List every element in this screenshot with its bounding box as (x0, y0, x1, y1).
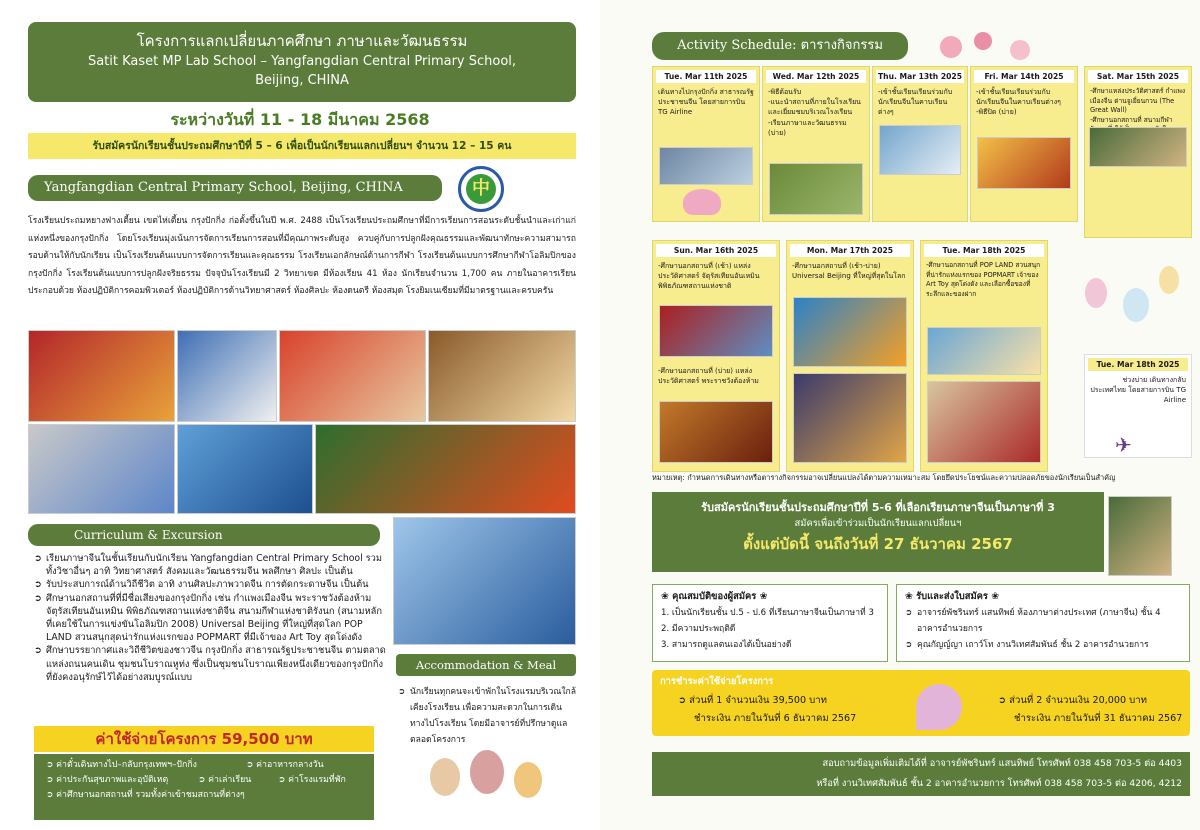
arrow-bullet-icon: ➲ (198, 775, 209, 785)
arrow-bullet-icon: ➲ (278, 775, 289, 785)
qualification-item: 1. เป็นนักเรียนชั้น ป.5 - ป.6 ที่เรียนภาษาจีนเป็นภาษาที่ 3 (661, 608, 874, 618)
recruit-banner: รับสมัครนักเรียนชั้นประถมศึกษาปีที่ 5 – 6 เพื่อเป็นนักเรียนแลกเปลี่ยนฯ จำนวน 12 – 15 คน (28, 133, 576, 159)
cost-item: ➲ ค่าโรงแรมที่พัก (278, 775, 346, 785)
schedule-day-date: Tue. Mar 18th 2025 (1088, 358, 1188, 371)
schedule-day-text: -เข้าชั้นเรียนเรียนร่วมกับนักเรียนจีนในคาบเรียนต่างๆ (878, 88, 953, 117)
schedule-day-card (872, 66, 968, 222)
cost-banner (34, 726, 374, 752)
school-photo-7 (315, 424, 576, 514)
universal-photo-2 (793, 373, 907, 463)
arrow-bullet-icon: ➲ (34, 553, 42, 564)
school-photo-4 (428, 330, 576, 422)
school-photo-1 (28, 330, 175, 422)
blossom-decoration (930, 30, 1070, 64)
schedule-day-text: เดินทางไปกรุงปักกิ่ง สาธารณรัฐประชาชนจีน โดยสายการบิน TG Airline (658, 88, 754, 117)
schedule-day-date: Wed. Mar 12th 2025 (766, 70, 866, 83)
schedule-day-date: Fri. Mar 14th 2025 (974, 70, 1074, 83)
schedule-day-card (786, 240, 914, 472)
classroom-photo (879, 125, 961, 175)
submission-heading: ❀ รับและส่งใบสมัคร ❀ (905, 591, 1000, 602)
schedule-day-date: Sat. Mar 15th 2025 (1088, 70, 1188, 83)
lantern-decoration (1055, 248, 1195, 348)
schedule-day-card (652, 240, 780, 472)
lantern-icon (1159, 266, 1179, 294)
curriculum-item: ➲ ศึกษาบรรยากาศและวิถีชีวิตของชาวจีน กรุงปักกิ่ง สาธารณรัฐประชาชนจีน ตามตลาดแหล่งถนนคนเดิน ชุมชนโบราณหูท่ง ซึ่งเป็นชุมชนโบราณเพียงหนึ่งเดียวของกรุงปักกิ่งที่ยังคงอนุรักษ์ไว้ได้อย่างสมบูรณ์แบบ (34, 645, 386, 683)
header-title-en: Satit Kaset MP Lab School – Yangfangdian Central Primary School, (87, 54, 517, 69)
cost-row (46, 758, 362, 773)
curriculum-item: ➲ ศึกษานอกสถานที่ที่มีชื่อเสียงของกรุงปักกิ่ง เช่น กำแพงเมืองจีน พระราชวังต้องห้าม จัตุรัสเทียนอันเหมิน พิพิธภัณฑสถานแห่งชาติจีน สนามกีฬาแห่งชาติรังนก (สนามหลักที่เคยใช้ในการแข่งขันโอลิมปิก 2008) Universal Beijing ที่ใหญ่ที่สุดโลก POP LAND สวนสนุกสุดน่ารักแห่งแรกของ POPMART ที่มีเจ้าของ Art Toy สุดโด่งดัง (34, 592, 382, 644)
submission-item: ➲ คุณกัญญ์ญา เถาว์โท งานวิเทศสัมพันธ์ ชั้น 2 อาคารอำนวยการ (905, 637, 1181, 653)
arrow-bullet-icon: ➲ (905, 640, 913, 650)
school-photo-5 (28, 424, 175, 514)
magnolia-icon (916, 684, 962, 730)
schedule-day-date: Sun. Mar 16th 2025 (656, 244, 776, 257)
submission-item: ➲ อาจารย์พัชรินทร์ แสนทิพย์ ห้องภาษาต่างประเทศ (ภาษาจีน) ชั้น 4 อาคารอำนวยการ (905, 605, 1181, 637)
qualifications-box (652, 584, 888, 662)
schedule-day-card (652, 66, 760, 222)
schedule-heading: Activity Schedule: ตารางกิจกรรม (652, 32, 908, 60)
qualification-item: 2. มีความประพฤติดี (661, 624, 736, 634)
lantern-icon (430, 758, 460, 796)
popland-photo (927, 327, 1041, 375)
cost-item: ➲ ค่าประกันสุขภาพและอุบัติเหตุ (46, 775, 169, 785)
payment-part-1: ➲ ส่วนที่ 1 จำนวนเงิน 39,500 บาท ชำระเงิน ภายในวันที่ 6 ธันวาคม 2567 (678, 695, 857, 724)
welcome-photo (769, 163, 863, 215)
lantern-decoration (410, 750, 570, 830)
schedule-day-text: -พิธีต้อนรับ -แนะนำสถานที่ภายในโรงเรียน และเยี่ยมชมบริเวณโรงเรียน -เรียนภาษาและวัฒนธรรม (บ่าย) (768, 88, 861, 137)
schedule-day-text: ช่วงบ่าย เดินทางกลับประเทศไทย โดยสายการบิน TG Airline (1090, 376, 1186, 405)
payment-part-2: ➲ ส่วนที่ 2 จำนวนเงิน 20,000 บาท ชำระเงิน ภายในวันที่ 31 ธันวาคม 2567 (998, 695, 1183, 724)
logo-mark-icon: 中 (466, 174, 496, 204)
date-title: ระหว่างวันที่ 11 - 18 มีนาคม 2568 (170, 110, 430, 129)
apply-banner (652, 492, 1104, 572)
cost-item: ➲ ค่าอาหารกลางวัน (246, 760, 324, 770)
cost-row (46, 773, 362, 788)
arrow-bullet-icon: ➲ (34, 645, 42, 657)
right-page (600, 0, 1200, 830)
flower-icon (974, 32, 992, 50)
cost-title: ค่าใช้จ่ายโครงการ 59,500 บาท (95, 730, 313, 748)
forbidden-city-photo (659, 401, 773, 463)
school-heading: Yangfangdian Central Primary School, Beijing, CHINA (28, 175, 442, 201)
schedule-day-card (1084, 66, 1192, 238)
school-photo-6 (177, 424, 313, 514)
schedule-day-text-2: -ศึกษานอกสถานที่ (บ่าย) แหล่งประวัติศาสตร์ พระราชวังต้องห้าม (658, 367, 759, 386)
arrow-bullet-icon: ➲ (46, 775, 57, 785)
sports-photo (393, 517, 576, 645)
arrow-bullet-icon: ➲ (46, 760, 57, 770)
accommodation-text: ➲ นักเรียนทุกคนจะเข้าพักในโรงแรมบริเวณใกล้เคียงโรงเรียน เพื่อความสะดวกในการเดินทางไปโรงเรียน โดยมีอาจารย์ที่ปรึกษาดูแลตลอดโครงการ (398, 684, 576, 748)
curriculum-item: ➲ เรียนภาษาจีนในชั้นเรียนกับนักเรียน Yangfangdian Central Primary School รวมทั้งวิชาอื่นๆ อาทิ วิทยาศาสตร์ สังคมและวัฒนธรรมจีน พลศึกษา ศิลปะ เป็นต้น (34, 553, 382, 578)
arrow-bullet-icon: ➲ (34, 592, 42, 604)
schedule-day-date: Tue. Mar 18th 2025 (924, 244, 1044, 257)
schedule-day-text: -ศึกษานอกสถานที่ (เช้า-บ่าย) Universal Beijing ที่ใหญ่ที่สุดในโลก (792, 262, 906, 281)
schedule-day-card (920, 240, 1048, 472)
lantern-icon (470, 750, 504, 794)
airplane-icon: ✈ (1115, 433, 1132, 457)
schedule-note: หมายเหตุ: กำหนดการเดินทางหรือตารางกิจกรรมอาจเปลี่ยนแปลงได้ตามความเหมาะสม โดยยึดประโยชน์และความปลอดภัยของนักเรียนเป็นสำคัญ (652, 473, 1116, 482)
schedule-day-card (762, 66, 870, 222)
airplane-photo (659, 147, 753, 185)
arrow-bullet-icon: ➲ (678, 695, 690, 706)
popland-photo-2 (927, 381, 1041, 463)
contact-line-1: สอบถามข้อมูลเพิ่มเติมได้ที่ อาจารย์พัชรินทร์ แสนทิพย์ โทรศัพท์ 038 458 703-5 ต่อ 4403 (822, 758, 1182, 769)
schedule-day-text: -ศึกษานอกสถานที่ POP LAND สวนสนุกที่น่ารักแห่งแรกของ POPMART เจ้าของ Art Toy สุดโด่งดัง และเลือกซื้อของที่ระลึกและของฝาก (926, 261, 1041, 298)
accommodation-heading: Accommodation & Meal (396, 654, 576, 676)
schedule-day-card (970, 66, 1078, 222)
lantern-icon (1123, 288, 1149, 322)
payment-heading: การชำระค่าใช้จ่ายโครงการ (660, 676, 774, 687)
arrow-bullet-icon: ➲ (46, 790, 57, 800)
cost-item: ➲ ค่าเล่าเรียน (198, 775, 252, 785)
lantern-icon (1085, 278, 1107, 308)
contact-line-2: หรือที่ งานวิเทศสัมพันธ์ ชั้น 2 อาคารอำนวยการ โทรศัพท์ 038 458 703-5 ต่อ 4206, 4212 (816, 778, 1182, 789)
great-wall-photo (1089, 127, 1187, 167)
arrow-bullet-icon: ➲ (998, 695, 1010, 706)
schedule-day-text: -ศึกษานอกสถานที่ (เช้า) แหล่งประวัติศาสตร์ จัตุรัสเทียนอันเหมิน พิพิธภัณฑสถานแห่งชาติ (658, 262, 760, 291)
school-logo (458, 166, 504, 212)
curriculum-item: ➲ รับประสบการณ์ด้านวิถีชีวิต อาทิ งานศิลปะภาพวาดจีน การตัดกระดาษจีน เป็นต้น (34, 579, 369, 591)
flower-icon (1010, 40, 1030, 60)
schedule-day-date: Mon. Mar 17th 2025 (790, 244, 910, 257)
school-description: โรงเรียนประถมหยางฟางเตี้ยน เขตไห่เตี้ยน กรุงปักกิ่ง ก่อตั้งขึ้นในปี พ.ศ. 2488 เป็นโรงเรียนประถมศึกษาที่มีการเรียนการสอนระดับชั้นนำและเก่าแก่แห่งหนึ่งของกรุงปักกิ่ง โดยโรงเรียนมุ่งเน้นการจัดการเรียนการสอนที่มีคุณภาพระดับสูง ควบคู่กับการปลูกฝังคุณธรรมและพัฒนาทักษะความสามารถรอบด้านให้กับนักเรียน เป็นโรงเรียนต้นแบบการจัดการเรียนและคุณธรรม โรงเรียนเอกลักษณ์ด้านการกีฬา โรงเรียนต้นแบบการศึกษากีฬาโอลิมปิกของกรุงปักกิ่ง โรงเรียนต้นแบบการปลูกฝังจริยธรรม ปัจจุบันโรงเรียนมี 2 วิทยาเขต มีห้องเรียน 41 ห้อง นักเรียนจำนวน 1,700 คน ภายในอาคารเรียนประกอบด้วย ห้องปฏิบัติการคอมพิวเตอร์ ห้องปฏิบัติการด้านวิทยาศาสตร์ ห้องศิลปะ ห้องดนตรี ห้องสมุด โรงยิมเนเซียมที่มีมาตรฐานและครบครัน (28, 216, 576, 296)
arrow-bullet-icon: ➲ (398, 687, 406, 697)
qualification-item: 3. สามารถดูแลตนเองได้เป็นอย่างดี (661, 640, 792, 650)
header-title-en-2: Beijing, CHINA (255, 73, 349, 88)
universal-photo (793, 297, 907, 367)
submission-box (896, 584, 1190, 662)
schedule-day-card (1084, 354, 1192, 458)
flower-icon (940, 36, 962, 58)
cost-item: ➲ ค่าตั๋วเดินทางไป–กลับกรุงเทพฯ–ปักกิ่ง (46, 760, 197, 770)
arrow-bullet-icon: ➲ (246, 760, 257, 770)
arrow-bullet-icon: ➲ (905, 608, 913, 618)
curriculum-list (34, 552, 386, 684)
schedule-day-date: Tue. Mar 11th 2025 (656, 70, 756, 83)
qualifications-heading: ❀ คุณสมบัติของผู้สมัคร ❀ (661, 591, 768, 602)
apply-line-2: สมัครเพื่อเข้าร่วมเป็นนักเรียนแลกเปลี่ยนฯ (794, 518, 962, 529)
arrow-bullet-icon: ➲ (34, 579, 42, 591)
contact-box (652, 752, 1190, 796)
lantern-icon (514, 762, 542, 798)
schedule-day-text: -ศึกษาแหล่งประวัติศาสตร์ กำแพงเมืองจีน ด่านจูเยี่ยนกวน (The Great Wall) -ศึกษานอกสถานที่ สนามกีฬา (1090, 87, 1186, 124)
payment-box (652, 670, 1190, 736)
classroom-photo (977, 137, 1071, 189)
cost-item: ➲ ค่าศึกษานอกสถานที่ รวมทั้งค่าเข้าชมสถานที่ต่างๆ (46, 790, 245, 800)
schedule-day-text: -เข้าชั้นเรียนเรียนร่วมกับนักเรียนจีนในคาบเรียนต่างๆ -พิธีปิด (บ่าย) (976, 88, 1061, 117)
curriculum-heading: Curriculum & Excursion (28, 524, 380, 546)
header-banner (28, 22, 576, 102)
schedule-day-date: Thu. Mar 13th 2025 (876, 70, 964, 83)
cost-box (34, 754, 374, 820)
school-photo-3 (279, 330, 426, 422)
great-wall-photo-2 (1108, 496, 1172, 576)
school-photo-2 (177, 330, 277, 422)
apply-line-1: รับสมัครนักเรียนชั้นประถมศึกษาปีที่ 5-6 ที่เลือกเรียนภาษาจีนเป็นภาษาที่ 3 (701, 501, 1055, 514)
tiananmen-photo (659, 305, 773, 357)
header-title-th: โครงการแลกเปลี่ยนภาคศึกษา ภาษาและวัฒนธรรม (136, 32, 468, 50)
lotus-icon (683, 189, 721, 215)
apply-deadline: ตั้งแต่บัดนี้ จนถึงวันที่ 27 ธันวาคม 2567 (743, 535, 1013, 553)
